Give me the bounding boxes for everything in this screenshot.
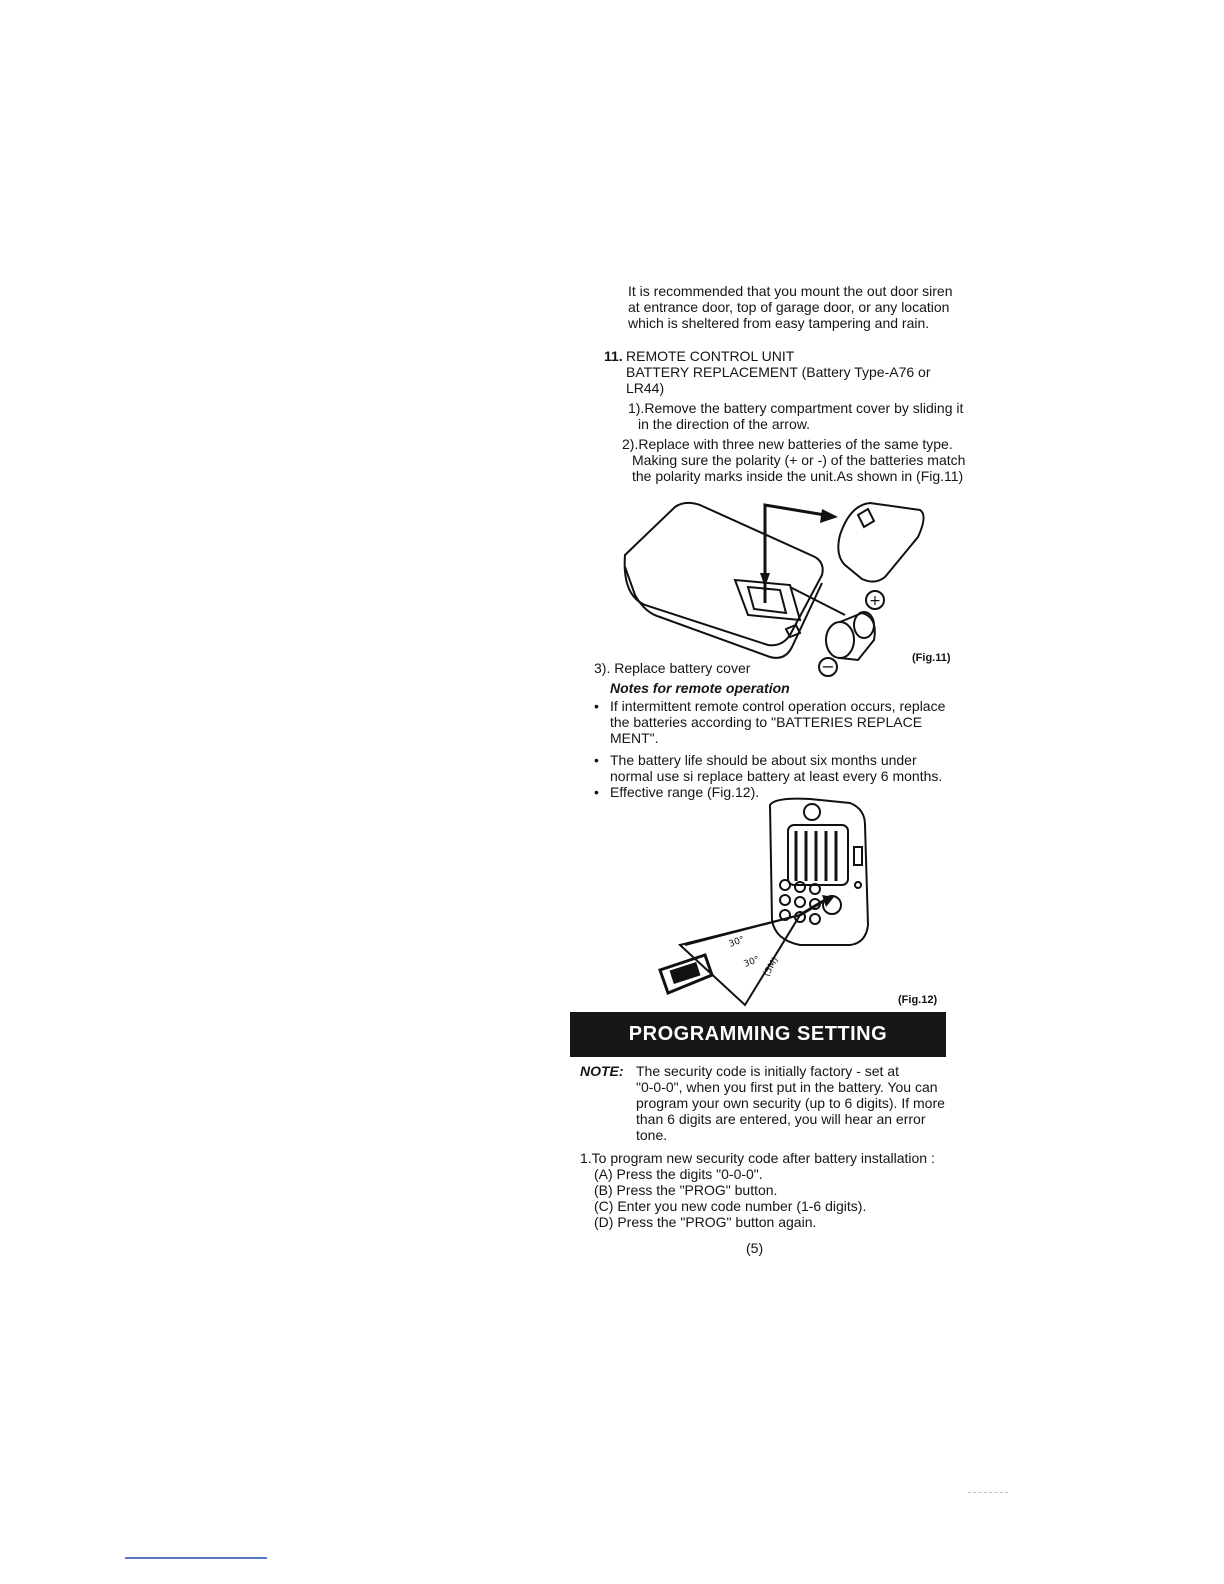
step-2-line: the polarity marks inside the unit.As shown in (Fig.11) <box>632 468 964 484</box>
notes-title: Notes for remote operation <box>610 680 790 696</box>
bullet-line: the batteries according to "BATTERIES REPLACE <box>610 714 923 730</box>
note-line: tone. <box>636 1127 668 1143</box>
arrow-head-icon <box>820 509 838 523</box>
step-2-line: Making sure the polarity (+ or -) of the batteries match <box>632 452 966 468</box>
fig12-range-illustration <box>650 795 880 1010</box>
intro-line: at entrance door, top of garage door, or any location <box>628 299 950 315</box>
note-label: NOTE: <box>580 1063 624 1079</box>
fig12-caption: (Fig.12) <box>898 994 938 1006</box>
battery-compartment <box>735 580 800 620</box>
plus-sign: + <box>869 593 881 609</box>
notes-list <box>594 698 960 806</box>
minus-sign: − <box>821 657 835 676</box>
program-step: (C) Enter you new code number (1-6 digits). <box>594 1198 867 1214</box>
section-subtitle: LR44) <box>626 380 665 396</box>
program-step: (D) Press the "PROG" button again. <box>594 1214 817 1230</box>
bullet-line: MENT". <box>610 730 659 746</box>
bullet-line: • The battery life should be about six months under <box>610 752 917 768</box>
unit-top-icon <box>804 804 820 820</box>
program-step: (A) Press the digits "0-0-0". <box>594 1166 763 1182</box>
page-number: (5) <box>746 1240 764 1256</box>
program-step: (B) Press the "PROG" button. <box>594 1182 778 1198</box>
programming-setting-banner: PROGRAMMING SETTING <box>570 1012 946 1057</box>
section-subtitle: BATTERY REPLACEMENT (Battery Type-A76 or <box>626 364 931 380</box>
step-3: 3). Replace battery cover <box>594 660 751 676</box>
program-instructions <box>580 1150 950 1230</box>
intro-line: It is recommended that you mount the out door siren <box>628 283 953 299</box>
intro-paragraph <box>628 283 970 331</box>
fig11-caption: (Fig.11) <box>912 652 951 664</box>
distance-label: (5M) <box>761 955 781 979</box>
notes-list-item <box>594 752 960 784</box>
battery-cover <box>838 503 923 582</box>
note-line: The security code is initially factory - set at <box>636 1063 899 1079</box>
intro-line: which is sheltered from easy tampering and rain. <box>628 315 930 331</box>
step-1-line: 1).Remove the battery compartment cover by sliding it <box>628 400 964 416</box>
note-line: than 6 digits are entered, you will hear an error <box>636 1111 926 1127</box>
footer-line <box>125 1557 267 1559</box>
bullet-line: normal use si replace battery at least every 6 months. <box>610 768 943 784</box>
section-number: 11. <box>604 348 623 364</box>
angle-label: 30° <box>742 954 762 970</box>
step-1-line: in the direction of the arrow. <box>638 416 810 432</box>
note-line: "0-0-0", when you first put in the battery. You can <box>636 1079 938 1095</box>
note-line: program your own security (up to 6 digits). If more <box>636 1095 945 1111</box>
step-2-line: 2).Replace with three new batteries of the same type. <box>622 436 953 452</box>
remote-side <box>625 567 822 658</box>
program-heading: 1.To program new security code after battery installation : <box>580 1150 935 1166</box>
section-title: REMOTE CONTROL UNIT <box>626 348 795 364</box>
angle-label: 30° <box>727 934 747 950</box>
note-body <box>636 1063 946 1143</box>
bullet-line: • If intermittent remote control operation occurs, replace <box>610 698 946 714</box>
range-cone <box>680 915 800 1005</box>
bullet-line: • Effective range (Fig.12). <box>610 784 760 800</box>
scan-mark <box>968 1492 1008 1493</box>
battery-cell <box>826 622 854 658</box>
step-2 <box>622 436 970 484</box>
section-11 <box>604 348 970 484</box>
section-heading <box>604 348 970 364</box>
notes-list-item <box>594 698 960 746</box>
step-1 <box>628 400 970 432</box>
remote-body <box>625 503 823 645</box>
